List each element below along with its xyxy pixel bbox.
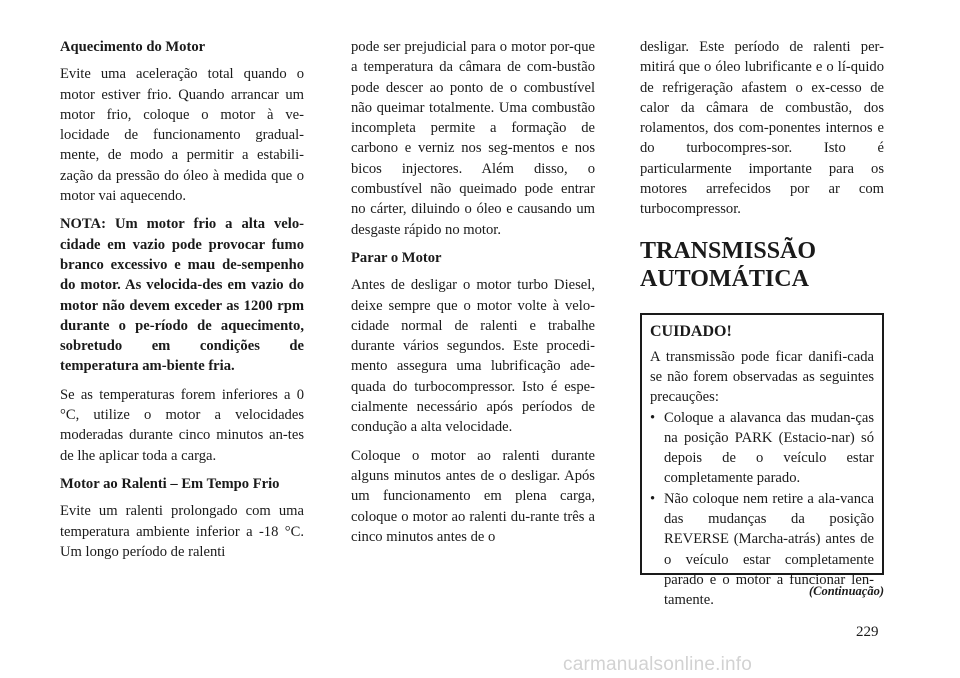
page-number: 229 bbox=[856, 624, 879, 640]
paragraph-idle-cold: Evite um ralenti prolongado com uma temperatura ambiente inferior a -18 °C. Um longo período de ralenti bbox=[60, 503, 304, 560]
paragraph-idle-before-shutdown: Coloque o motor ao ralenti durante alguns minutos antes de o desligar. Após um funcionamento em plena carga, coloque o motor ao ralenti du-rante três a cinco minutos antes de o bbox=[351, 447, 595, 545]
caution-list bbox=[650, 408, 874, 611]
caution-title: CUIDADO! bbox=[650, 322, 732, 340]
continued-label: (Continuação) bbox=[808, 583, 884, 598]
caution-item-park: • Coloque a alavanca das mudan-ças na posição PARK (Estacio-nar) só depois de o veículo estar completamente parado. bbox=[650, 408, 874, 489]
caution-item-reverse: • Não coloque nem retire a ala-vanca das mudanças da posição REVERSE (Marcha-atrás) antes de o veículo estar completamente parado e o motor a funcionar len-tamente. bbox=[650, 489, 874, 611]
section-title-line-1: TRANSMISSÃO bbox=[640, 237, 817, 264]
section-title-automatic-transmission bbox=[640, 237, 884, 293]
paragraph-shutdown-continuation: desligar. Este período de ralenti per-mitirá que o óleo lubrificante e o lí-quido de refrigeração afastem o ex-cesso de calor da câmara de combustão, dos rolamentos, dos com-ponentes internos e do turbocompres-sor. Isto é particularmente importante para os motores arrefecidos por ar com turbocompressor. bbox=[640, 39, 884, 218]
section-title-line-2: AUTOMÁTICA bbox=[640, 265, 809, 292]
paragraph-idle-continuation: pode ser prejudicial para o motor por-que a temperatura da câmara de com-bustão pode descer ao ponto de o combustível não queimar totalmente. Uma combustão incompleta permite a formação de carbono e verniz nos seg-mentos e nos bicos injectores. Além disso, o combustível não queimado pode entrar no cárter, diluindo o óleo e causando um desgaste rápido no motor. bbox=[351, 39, 595, 238]
text-column-2 bbox=[351, 37, 595, 547]
paragraph-stop-engine: Antes de desligar o motor turbo Diesel, deixe sempre que o motor volte à velo-cidade normal de ralenti e trabalhe durante vários segundos. Este procedi-mento assegura uma lubrificação ade-quada do turbocompressor. Isto é espe-cialmente necessário após períodos de condução a alta velocidade. bbox=[351, 277, 595, 436]
heading-engine-warmup: Aquecimento do Motor bbox=[60, 39, 206, 55]
text-column-3 bbox=[640, 37, 884, 609]
note-cold-engine: NOTA: Um motor frio a alta velo-cidade em vazio pode provocar fumo branco excessivo e mau de-sempenho do motor. As velocida-des em vazio do motor não devem exceder as 1200 rpm durante o pe-ríodo de aquecimento, sobretudo em condições de temperatura am-biente fria. bbox=[60, 216, 304, 375]
text-column-1 bbox=[60, 37, 304, 562]
paragraph-warmup: Evite uma aceleração total quando o motor estiver frio. Quando arrancar um motor frio, coloque o motor à ve-locidade de funcionamento gradual-mente, de modo a permitir a estabili-zação da pressão do óleo à medida que o motor vai aquecendo. bbox=[60, 66, 304, 205]
watermark: carmanualsonline.info bbox=[563, 654, 753, 675]
paragraph-low-temperature: Se as temperaturas forem inferiores a 0 °C, utilize o motor a velocidades moderadas durante cinco minutos an-tes de lhe aplicar toda a carga. bbox=[60, 386, 304, 464]
caution-intro: A transmissão pode ficar danifi-cada se não forem observadas as seguintes precauções: bbox=[650, 348, 874, 406]
heading-idle-cold-weather: Motor ao Ralenti – Em Tempo Frio bbox=[60, 475, 280, 492]
heading-stop-engine: Parar o Motor bbox=[351, 249, 442, 266]
